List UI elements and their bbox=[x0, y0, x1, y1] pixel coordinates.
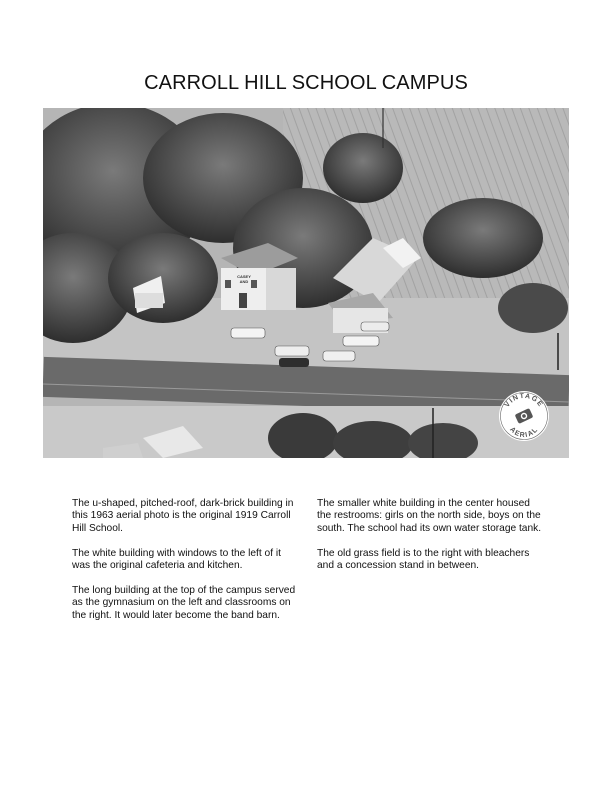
sign-line-2: AND bbox=[239, 279, 249, 284]
paragraph: The u-shaped, pitched-roof, dark-brick building in this 1963 aerial photo is the original 1919 Carroll Hill School. bbox=[72, 498, 294, 534]
paragraph: The white building with windows to the left of it was the original cafeteria and kitchen. bbox=[72, 547, 281, 572]
aerial-photo bbox=[43, 108, 569, 458]
paragraph: The old grass field is to the right with bleachers and a concession stand in between. bbox=[317, 547, 530, 572]
svg-text:AERIAL: AERIAL bbox=[508, 426, 540, 440]
sign-line-1: CASEY bbox=[237, 274, 251, 279]
building-sign bbox=[232, 274, 256, 284]
vintage-aerial-badge bbox=[498, 390, 550, 442]
svg-text:VINTAGE: VINTAGE bbox=[503, 392, 545, 409]
paragraph: The long building at the top of the campus served as the gymnasium on the left and classrooms on the right. It would later become the band barn. bbox=[72, 584, 296, 621]
left-column bbox=[72, 498, 300, 634]
right-column bbox=[317, 498, 545, 585]
paragraph: The smaller white building in the center housed the restrooms: girls on the north side, boys on the south. The school had its own water storage tank. bbox=[317, 498, 542, 534]
page-title: CARROLL HILL SCHOOL CAMPUS bbox=[144, 72, 468, 94]
